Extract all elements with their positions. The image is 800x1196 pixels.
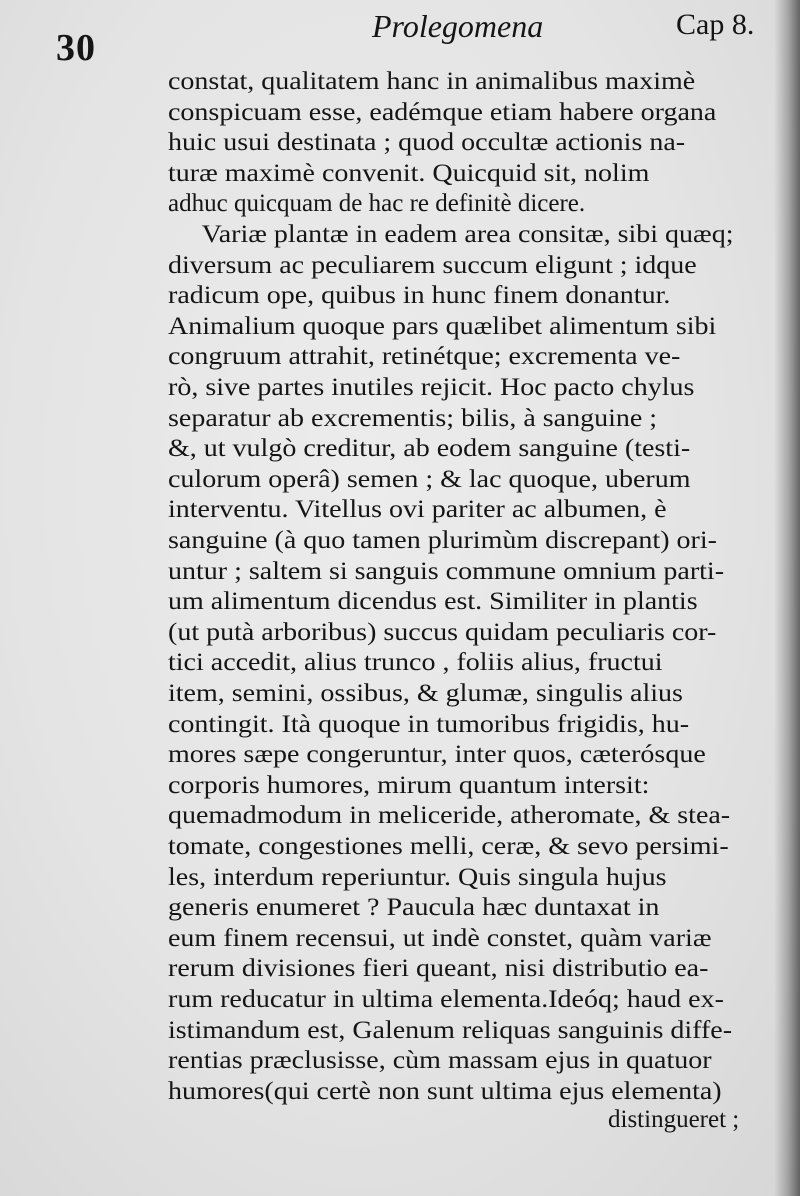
- text-line: conspicuam esse, eadémque etiam habere organa: [168, 98, 717, 126]
- text-line: interventu. Vitellus ovi pariter ac albumen, è: [168, 496, 667, 524]
- text-line: item, semini, ossibus, & glumæ, singulis alius: [168, 680, 683, 707]
- text-line: rentias præclusisse, cùm massam ejus in quatuor: [168, 1047, 712, 1075]
- text-line: Animalium quoque pars quælibet alimentum sibi: [168, 312, 717, 340]
- text-line: tomate, congestiones melli, ceræ, & sevo persimi-: [168, 833, 729, 860]
- text-line: istimandum est, Galenum reliquas sanguinis diffe-: [168, 1016, 733, 1044]
- text-line: constat, qualitatem hanc in animalibus maximè: [168, 68, 696, 95]
- text-line: contingit. Ità quoque in tumoribus frigidis, hu-: [168, 710, 690, 738]
- text-line: tici accedit, alius trunco , foliis alius, fructui: [168, 649, 663, 677]
- page-edge-shadow: [774, 0, 800, 1196]
- text-line: Variæ plantæ in eadem area consitæ, sibi quæq;: [201, 221, 734, 248]
- text-line: radicum ope, quibus in hunc finem donantur.: [168, 282, 671, 310]
- chapter-label: Cap 8.: [676, 8, 755, 41]
- text-line: culorum operâ) semen ; & lac quoque, uberum: [168, 465, 691, 493]
- text-line: generis enumeret ? Paucula hæc duntaxat in: [168, 894, 660, 922]
- text-line: rerum divisiones fieri queant, nisi distributio ea-: [168, 955, 709, 983]
- text-line: quemadmodum in meliceride, atheromate, & stea-: [168, 802, 731, 830]
- text-line: diversum ac peculiarem succum eligunt ; idque: [168, 251, 697, 279]
- text-line: &, ut vulgò creditur, ab eodem sanguine (testi-: [168, 435, 691, 463]
- text-line: separatur ab excrementis; bilis, à sanguine ;: [168, 404, 658, 432]
- text-line: mores sæpe congeruntur, inter quos, cæterósque: [168, 741, 706, 769]
- text-line: huic usui destinata ; quod occultæ actionis na-: [168, 129, 686, 157]
- page-number: 30: [56, 27, 96, 69]
- text-line: turæ maximè convenit. Quicquid sit, nolim: [168, 159, 650, 187]
- text-line: congruum attrahit, retinétque; excrementa ve-: [168, 343, 681, 371]
- text-line: corporis humores, mirum quantum intersit:: [168, 771, 650, 799]
- text-line: sanguine (à quo tamen plurimùm discrepant) ori-: [168, 527, 717, 554]
- text-line: eum finem recensui, ut indè constet, quàm variæ: [168, 924, 712, 952]
- running-title: Prolegomena: [372, 8, 544, 44]
- text-line: rò, sive partes inutiles rejicit. Hoc pacto chylus: [168, 374, 695, 401]
- text-line: humores(qui certè non sunt ultima ejus elementa): [168, 1077, 722, 1105]
- text-line: adhuc quicquam de hac re definitè dicere.: [168, 190, 586, 218]
- catchword: distingueret ;: [608, 1106, 740, 1133]
- text-line: untur ; saltem si sanguis commune omnium parti-: [168, 557, 725, 585]
- text-line: (ut putà arboribus) succus quidam peculiaris cor-: [168, 618, 717, 646]
- text-line: rum reducatur in ultima elementa.Ideóq; haud ex-: [168, 986, 724, 1013]
- text-line: um alimentum dicendus est. Similiter in plantis: [168, 588, 698, 616]
- text-line: les, interdum reperiuntur. Quis singula hujus: [168, 863, 667, 891]
